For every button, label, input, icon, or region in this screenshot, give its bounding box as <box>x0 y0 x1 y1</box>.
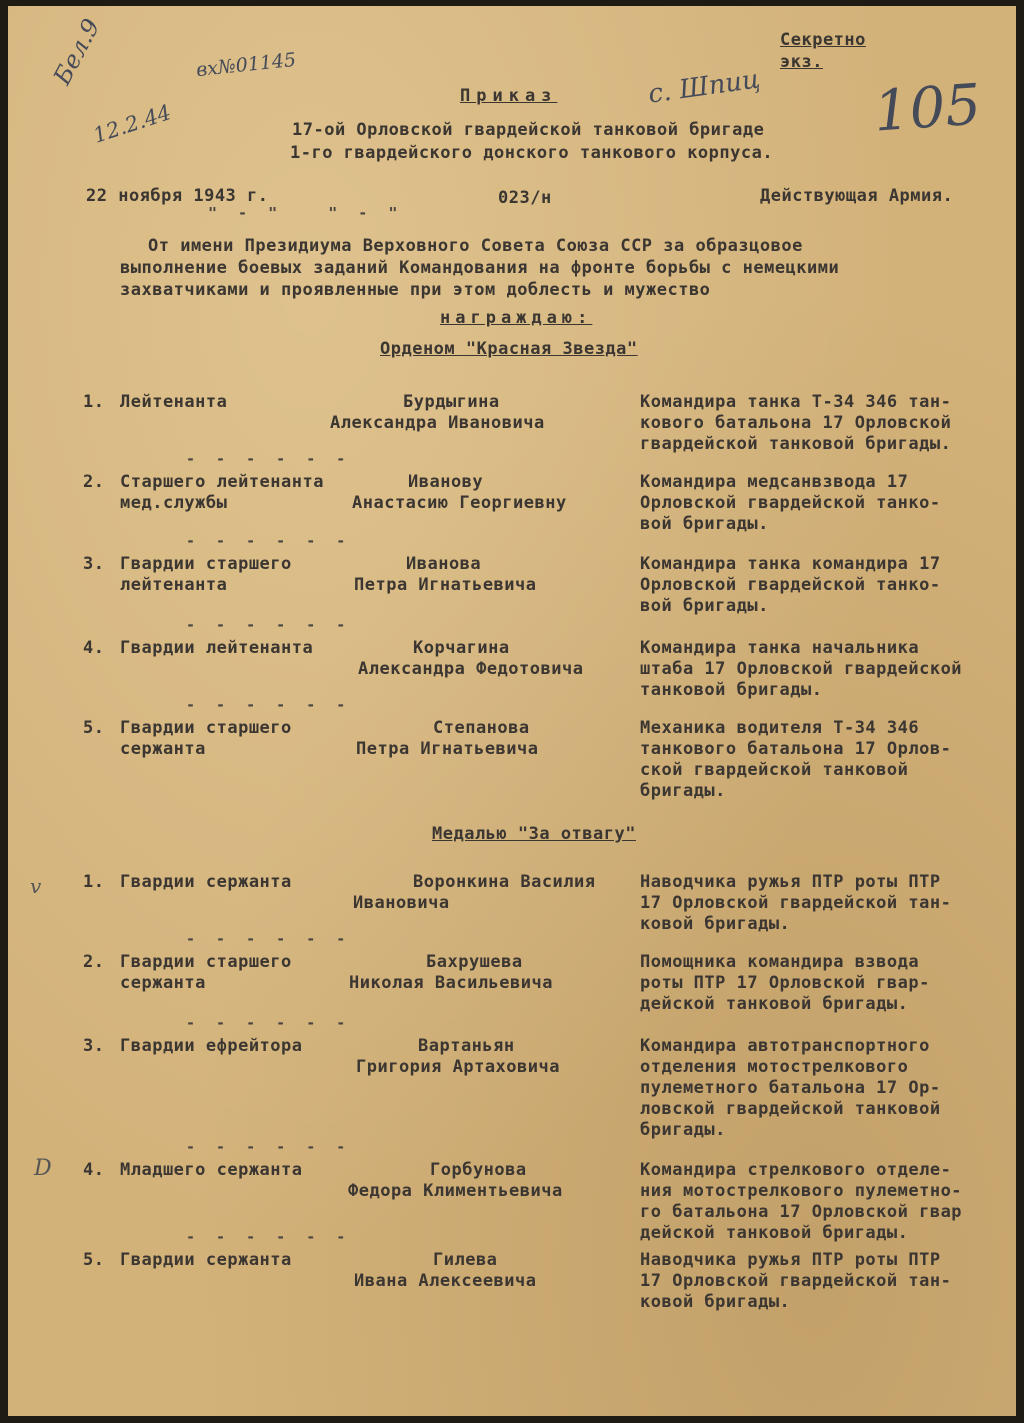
entry-description: 17 Орловской гвардейской тан- <box>640 1271 952 1291</box>
entry-name: Александра Федотовича <box>358 659 584 679</box>
entry-rank: Гвардии лейтенанта <box>120 638 314 658</box>
entry-rank: сержанта <box>120 739 206 759</box>
section-title-bravery-medal: Медалью "За отвагу" <box>432 824 636 844</box>
handwritten-note-left-1: Бел.9 <box>48 14 106 90</box>
entry-name: Горбунова <box>430 1160 527 1180</box>
entry-name: Корчагина <box>413 638 510 658</box>
entry-number: 5. <box>83 718 105 738</box>
entry-description: Командира медсанвзвода 17 <box>640 472 909 492</box>
preamble-line-3: захватчиками и проявленные при этом доблесть и мужество <box>120 280 711 300</box>
separator: - - - - - - <box>186 450 352 468</box>
entry-description: отделения мотострелкового <box>640 1057 909 1077</box>
entry-rank: Младшего сержанта <box>120 1160 303 1180</box>
entry-rank: Гвардии старшего <box>120 554 292 574</box>
corps-line: 1-го гвардейского донского танкового корпуса. <box>290 143 774 163</box>
entry-description: ния мотострелкового пулеметно- <box>640 1181 963 1201</box>
entry-rank: Гвардии старшего <box>120 718 292 738</box>
entry-description: роты ПТР 17 Орловской гвар- <box>640 973 930 993</box>
entry-description: бригады. <box>640 781 726 801</box>
entry-name: Ивана Алексеевича <box>354 1271 537 1291</box>
entry-description: ловской гвардейской танковой <box>640 1099 941 1119</box>
entry-description: Командира стрелкового отделе- <box>640 1160 952 1180</box>
handwritten-note-left-2: 12.2.44 <box>90 100 174 148</box>
entry-number: 4. <box>83 638 105 658</box>
entry-number: 2. <box>83 952 105 972</box>
entry-name: Федора Климентьевича <box>348 1181 563 1201</box>
entry-rank: мед.службы <box>120 493 228 513</box>
brigade-line: 17-ой Орловской гвардейской танковой бригаде <box>292 120 765 140</box>
entry-description: Орловской гвардейской танко- <box>640 493 941 513</box>
entry-number: 3. <box>83 554 105 574</box>
entry-description: танкового батальона 17 Орлов- <box>640 739 952 759</box>
order-date: 22 ноября 1943 г. <box>86 186 269 206</box>
margin-mark: D <box>34 1156 52 1181</box>
separator: " - " " - " <box>208 204 404 222</box>
entry-number: 1. <box>83 872 105 892</box>
entry-description: пулеметного батальона 17 Ор- <box>640 1078 941 1098</box>
entry-number: 1. <box>83 392 105 412</box>
entry-rank: лейтенанта <box>120 575 228 595</box>
entry-description: Наводчика ружья ПТР роты ПТР <box>640 872 941 892</box>
entry-description: Командира танка командира 17 <box>640 554 941 574</box>
preamble-line-1: От имени Президиума Верховного Совета Союза ССР за образцовое <box>148 236 803 256</box>
separator: - - - - - - <box>186 1138 352 1156</box>
entry-rank: Гвардии ефрейтора <box>120 1036 303 1056</box>
entry-name: Григория Артаховича <box>356 1057 560 1077</box>
entry-description: ской гвардейской танковой <box>640 760 909 780</box>
entry-name: Воронкина Василия <box>413 872 596 892</box>
separator: - - - - - - <box>186 930 352 948</box>
entry-name: Бахрушева <box>426 952 523 972</box>
entry-name: Вартаньян <box>418 1036 515 1056</box>
entry-rank: сержанта <box>120 973 206 993</box>
separator: - - - - - - <box>186 1014 352 1032</box>
awarded-heading: награждаю: <box>440 308 593 328</box>
entry-description: ковой бригады. <box>640 1292 791 1312</box>
entry-rank: Гвардии сержанта <box>120 872 292 892</box>
document-page <box>8 6 1016 1416</box>
entry-description: бригады. <box>640 1120 726 1140</box>
entry-name: Николая Васильевича <box>349 973 553 993</box>
entry-name: Степанова <box>433 718 530 738</box>
secret-label: Секретно <box>780 30 866 50</box>
entry-number: 2. <box>83 472 105 492</box>
entry-name: Ивановича <box>353 893 450 913</box>
entry-description: кового батальона 17 Орловской <box>640 413 952 433</box>
handwritten-note-top: вх№01145 <box>195 48 298 82</box>
entry-description: танковой бригады. <box>640 680 823 700</box>
entry-description: гвардейской танковой бригады. <box>640 434 952 454</box>
separator: - - - - - - <box>186 532 352 550</box>
entry-name: Иванову <box>408 472 484 492</box>
separator: - - - - - - <box>186 696 352 714</box>
entry-description: Командира танка начальника <box>640 638 920 658</box>
entry-description: 17 Орловской гвардейской тан- <box>640 893 952 913</box>
preamble-line-2: выполнение боевых заданий Командования на фронте борьбы с немецкими <box>120 258 840 278</box>
entry-name: Иванова <box>406 554 482 574</box>
entry-name: Анастасию Георгиевну <box>352 493 567 513</box>
entry-description: Командира автотранспортного <box>640 1036 930 1056</box>
entry-number: 4. <box>83 1160 105 1180</box>
entry-rank: Гвардии старшего <box>120 952 292 972</box>
entry-number: 5. <box>83 1250 105 1270</box>
entry-name: Петра Игнатьевича <box>354 575 537 595</box>
order-number: 023/н <box>498 188 552 208</box>
entry-name: Александра Ивановича <box>330 413 545 433</box>
entry-description: Помощника командира взвода <box>640 952 920 972</box>
entry-description: Орловской гвардейской танко- <box>640 575 941 595</box>
handwritten-signature: с. Шпиц <box>646 64 762 110</box>
entry-description: ковой бригады. <box>640 914 791 934</box>
entry-description: Наводчика ружья ПТР роты ПТР <box>640 1250 941 1270</box>
entry-description: го батальона 17 Орловской гвар <box>640 1202 963 1222</box>
separator: - - - - - - <box>186 1228 352 1246</box>
entry-number: 3. <box>83 1036 105 1056</box>
section-title-red-star: Орденом "Красная Звезда" <box>380 339 638 359</box>
entry-name: Гилева <box>433 1250 498 1270</box>
entry-description: Механика водителя Т-34 346 <box>640 718 920 738</box>
order-title: Приказ <box>460 86 558 106</box>
entry-rank: Лейтенанта <box>120 392 228 412</box>
entry-description: дейской танковой бригады. <box>640 1223 909 1243</box>
entry-description: вой бригады. <box>640 596 769 616</box>
entry-name: Бурдыгина <box>403 392 500 412</box>
entry-rank: Гвардии сержанта <box>120 1250 292 1270</box>
copy-label: экз. <box>780 52 823 72</box>
handwritten-number: 105 <box>871 72 984 145</box>
separator: - - - - - - <box>186 616 352 634</box>
entry-description: штаба 17 Орловской гвардейской <box>640 659 963 679</box>
entry-description: вой бригады. <box>640 514 769 534</box>
entry-rank: Старшего лейтенанта <box>120 472 324 492</box>
entry-description: Командира танка Т-34 346 тан- <box>640 392 952 412</box>
margin-mark: v <box>30 874 42 898</box>
entry-name: Петра Игнатьевича <box>356 739 539 759</box>
entry-description: дейской танковой бригады. <box>640 994 909 1014</box>
order-location: Действующая Армия. <box>760 186 954 206</box>
